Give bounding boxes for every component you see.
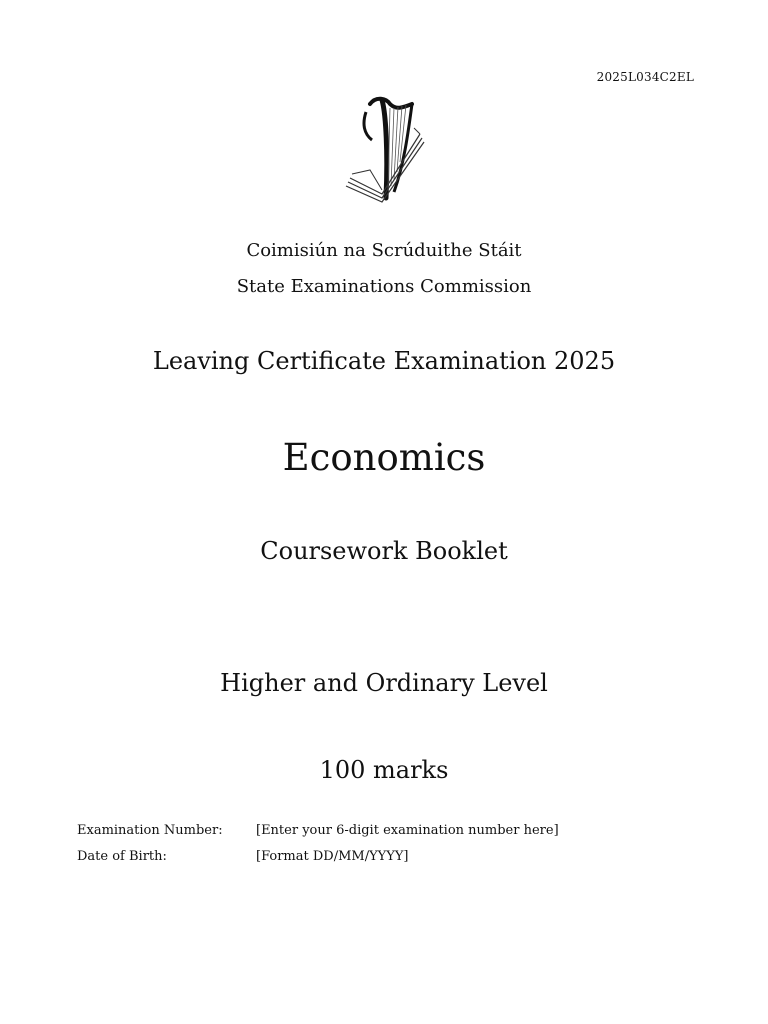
date-of-birth-field[interactable]: [Format DD/MM/YYYY] — [256, 849, 409, 864]
examination-number-field[interactable]: [Enter your 6-digit examination number here] — [256, 823, 559, 838]
document-code: 2025L034C2EL — [596, 70, 694, 84]
exam-title: Leaving Certificate Examination 2025 — [152, 347, 616, 375]
harp-emblem-icon — [342, 94, 426, 204]
examination-number-row — [77, 823, 559, 838]
exam-level: Higher and Ordinary Level — [220, 669, 548, 697]
examination-number-label: Examination Number: — [77, 823, 223, 838]
total-marks: 100 marks — [319, 756, 449, 784]
date-of-birth-row — [77, 849, 408, 864]
subject-title: Economics — [282, 436, 486, 479]
booklet-title: Coursework Booklet — [260, 537, 508, 565]
date-of-birth-label: Date of Birth: — [77, 849, 167, 864]
organisation-name-irish: Coimisiún na Scrúduithe Stáit — [246, 240, 522, 261]
organisation-name-english: State Examinations Commission — [236, 276, 532, 297]
